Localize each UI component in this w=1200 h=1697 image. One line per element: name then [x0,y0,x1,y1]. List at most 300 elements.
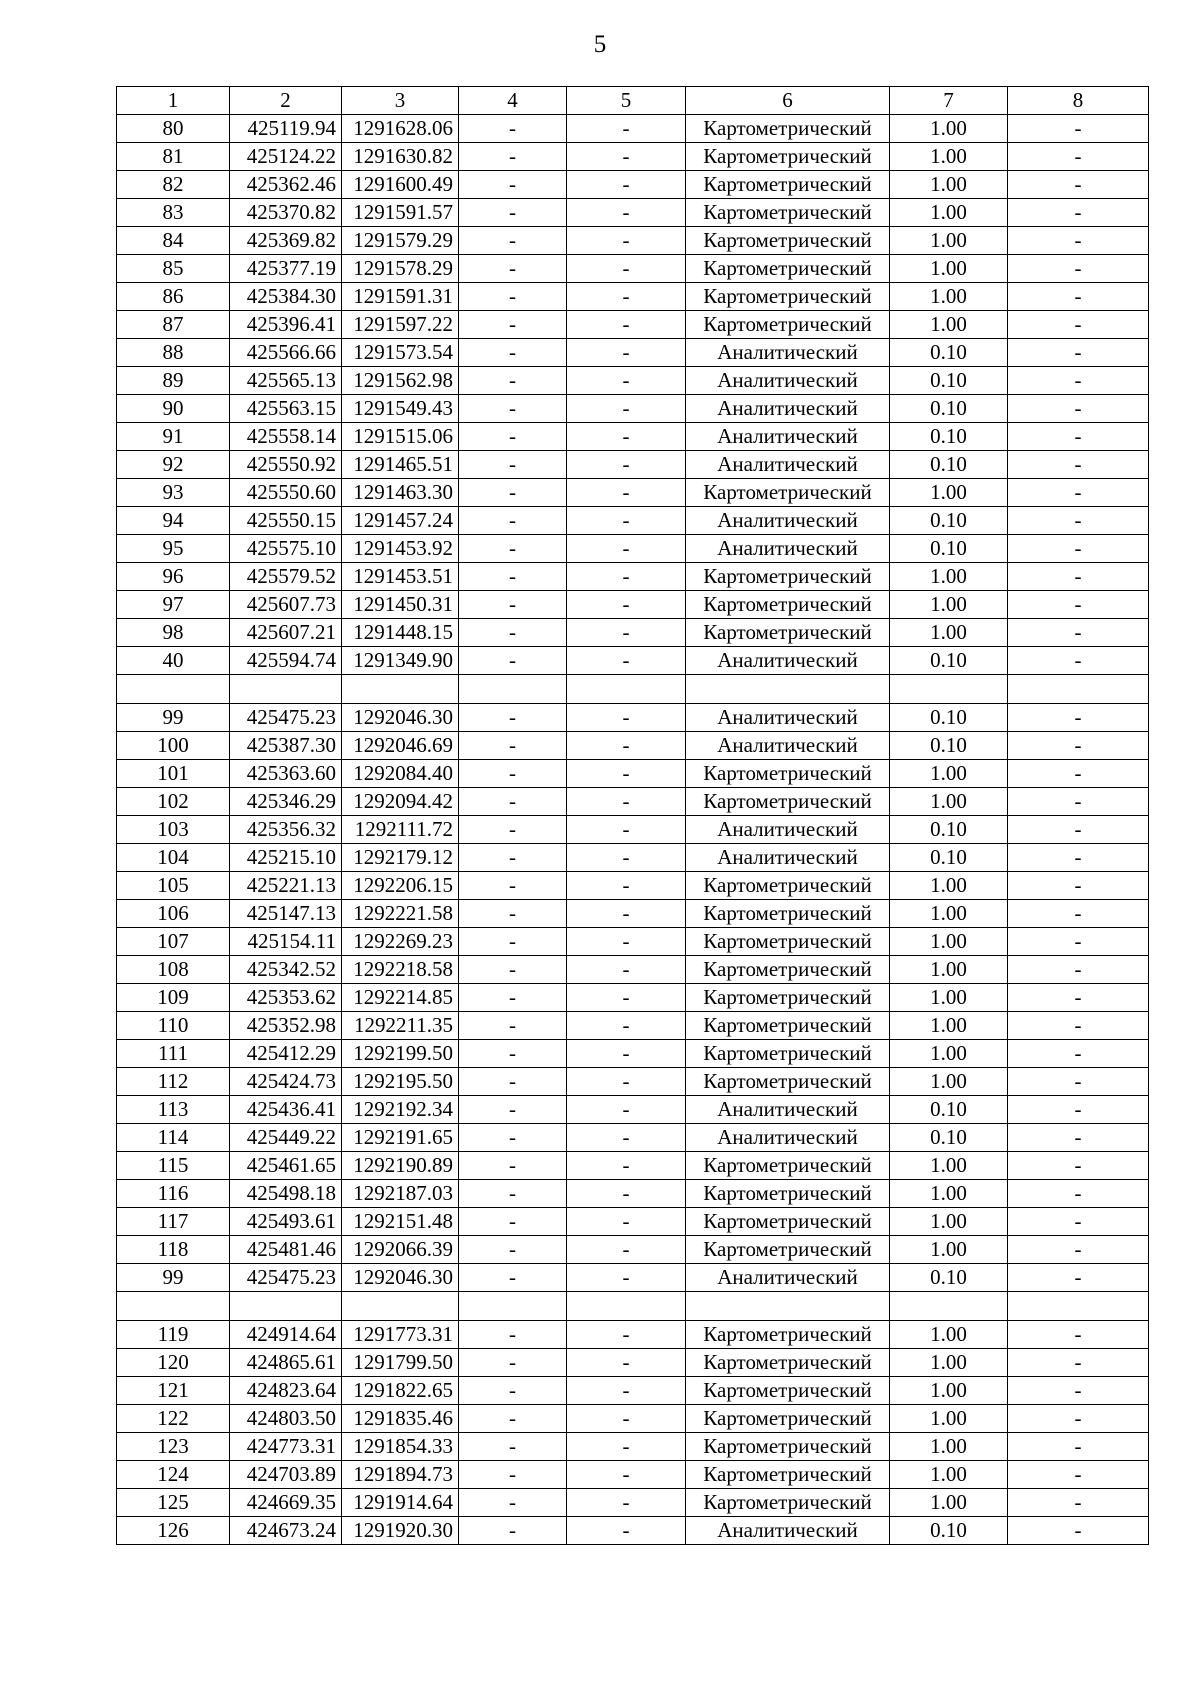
table-row [117,872,1149,900]
col5-cell: - [567,1377,686,1405]
col4-cell: - [459,788,567,816]
empty-cell [567,1292,686,1321]
y-coordinate-cell: 1291822.65 [342,1377,459,1405]
col5-cell: - [567,1152,686,1180]
col8-cell: - [1008,1517,1149,1545]
method-cell: Картометрический [686,1349,890,1377]
x-coordinate-cell: 425119.94 [230,115,342,143]
col8-cell: - [1008,900,1149,928]
col5-cell: - [567,1349,686,1377]
accuracy-cell: 1.00 [890,479,1008,507]
col4-cell: - [459,760,567,788]
point-number-cell: 101 [117,760,230,788]
y-coordinate-cell: 1292084.40 [342,760,459,788]
method-cell: Аналитический [686,816,890,844]
accuracy-cell: 1.00 [890,956,1008,984]
x-coordinate-cell: 425353.62 [230,984,342,1012]
col4-cell: - [459,732,567,760]
accuracy-cell: 1.00 [890,199,1008,227]
col4-cell: - [459,1096,567,1124]
point-number-cell: 119 [117,1321,230,1349]
col4-cell: - [459,367,567,395]
col4-cell: - [459,507,567,535]
point-number-cell: 125 [117,1489,230,1517]
method-cell: Аналитический [686,1264,890,1292]
method-cell: Аналитический [686,395,890,423]
col8-cell: - [1008,115,1149,143]
col8-cell: - [1008,1405,1149,1433]
col8-cell: - [1008,760,1149,788]
col4-cell: - [459,619,567,647]
x-coordinate-cell: 425607.73 [230,591,342,619]
point-number-cell: 124 [117,1461,230,1489]
table-row [117,507,1149,535]
method-cell: Картометрический [686,171,890,199]
x-coordinate-cell: 424703.89 [230,1461,342,1489]
method-cell: Аналитический [686,1124,890,1152]
col5-cell: - [567,395,686,423]
col4-cell: - [459,563,567,591]
x-coordinate-cell: 425363.60 [230,760,342,788]
col4-cell: - [459,283,567,311]
point-number-cell: 115 [117,1152,230,1180]
y-coordinate-cell: 1291573.54 [342,339,459,367]
y-coordinate-cell: 1291448.15 [342,619,459,647]
column-header: 7 [890,87,1008,115]
empty-cell [1008,675,1149,704]
accuracy-cell: 0.10 [890,1096,1008,1124]
x-coordinate-cell: 425550.60 [230,479,342,507]
empty-cell [459,1292,567,1321]
accuracy-cell: 1.00 [890,1461,1008,1489]
method-cell: Картометрический [686,1433,890,1461]
method-cell: Картометрический [686,1377,890,1405]
col4-cell: - [459,1040,567,1068]
col4-cell: - [459,1124,567,1152]
col4-cell: - [459,339,567,367]
empty-cell [459,675,567,704]
col4-cell: - [459,928,567,956]
y-coordinate-cell: 1291854.33 [342,1433,459,1461]
accuracy-cell: 1.00 [890,1405,1008,1433]
empty-cell [117,675,230,704]
col8-cell: - [1008,367,1149,395]
col8-cell: - [1008,451,1149,479]
col8-cell: - [1008,423,1149,451]
col5-cell: - [567,844,686,872]
point-number-cell: 112 [117,1068,230,1096]
point-number-cell: 86 [117,283,230,311]
col4-cell: - [459,1377,567,1405]
accuracy-cell: 0.10 [890,423,1008,451]
col5-cell: - [567,732,686,760]
point-number-cell: 103 [117,816,230,844]
point-number-cell: 93 [117,479,230,507]
table-row [117,1377,1149,1405]
point-number-cell: 88 [117,339,230,367]
x-coordinate-cell: 425352.98 [230,1012,342,1040]
y-coordinate-cell: 1291349.90 [342,647,459,675]
col8-cell: - [1008,928,1149,956]
col5-cell: - [567,1321,686,1349]
col8-cell: - [1008,1096,1149,1124]
col8-cell: - [1008,227,1149,255]
method-cell: Картометрический [686,1012,890,1040]
col5-cell: - [567,199,686,227]
accuracy-cell: 1.00 [890,1208,1008,1236]
column-header: 1 [117,87,230,115]
table-row [117,1264,1149,1292]
y-coordinate-cell: 1291835.46 [342,1405,459,1433]
x-coordinate-cell: 425387.30 [230,732,342,760]
col5-cell: - [567,451,686,479]
col8-cell: - [1008,395,1149,423]
method-cell: Аналитический [686,1096,890,1124]
col4-cell: - [459,956,567,984]
point-number-cell: 80 [117,115,230,143]
method-cell: Картометрический [686,984,890,1012]
col5-cell: - [567,1068,686,1096]
y-coordinate-cell: 1292151.48 [342,1208,459,1236]
accuracy-cell: 0.10 [890,816,1008,844]
x-coordinate-cell: 425362.46 [230,171,342,199]
y-coordinate-cell: 1291515.06 [342,423,459,451]
col4-cell: - [459,1349,567,1377]
x-coordinate-cell: 425607.21 [230,619,342,647]
point-number-cell: 118 [117,1236,230,1264]
y-coordinate-cell: 1291799.50 [342,1349,459,1377]
table-row [117,1124,1149,1152]
table-row [117,788,1149,816]
col8-cell: - [1008,1433,1149,1461]
y-coordinate-cell: 1292214.85 [342,984,459,1012]
col5-cell: - [567,171,686,199]
accuracy-cell: 1.00 [890,984,1008,1012]
empty-cell [890,675,1008,704]
col8-cell: - [1008,1236,1149,1264]
x-coordinate-cell: 425449.22 [230,1124,342,1152]
col5-cell: - [567,619,686,647]
method-cell: Картометрический [686,1405,890,1433]
col8-cell: - [1008,479,1149,507]
col5-cell: - [567,1489,686,1517]
table-row [117,844,1149,872]
y-coordinate-cell: 1292192.34 [342,1096,459,1124]
method-cell: Аналитический [686,844,890,872]
column-header: 3 [342,87,459,115]
col5-cell: - [567,143,686,171]
accuracy-cell: 0.10 [890,1124,1008,1152]
col8-cell: - [1008,1180,1149,1208]
table-row [117,1517,1149,1545]
x-coordinate-cell: 425498.18 [230,1180,342,1208]
method-cell: Аналитический [686,451,890,479]
col5-cell: - [567,1264,686,1292]
x-coordinate-cell: 424673.24 [230,1517,342,1545]
separator-row [117,1292,1149,1321]
accuracy-cell: 1.00 [890,788,1008,816]
col5-cell: - [567,423,686,451]
table-row [117,1152,1149,1180]
col5-cell: - [567,900,686,928]
accuracy-cell: 1.00 [890,619,1008,647]
col4-cell: - [459,1068,567,1096]
col8-cell: - [1008,732,1149,760]
accuracy-cell: 1.00 [890,1349,1008,1377]
table-body [117,87,1149,1545]
col4-cell: - [459,1321,567,1349]
y-coordinate-cell: 1291549.43 [342,395,459,423]
col8-cell: - [1008,1152,1149,1180]
y-coordinate-cell: 1291920.30 [342,1517,459,1545]
accuracy-cell: 1.00 [890,1152,1008,1180]
method-cell: Аналитический [686,367,890,395]
y-coordinate-cell: 1292206.15 [342,872,459,900]
accuracy-cell: 0.10 [890,535,1008,563]
method-cell: Аналитический [686,535,890,563]
point-number-cell: 95 [117,535,230,563]
table-row [117,619,1149,647]
method-cell: Картометрический [686,283,890,311]
point-number-cell: 108 [117,956,230,984]
table-row [117,451,1149,479]
col5-cell: - [567,1236,686,1264]
x-coordinate-cell: 425412.29 [230,1040,342,1068]
method-cell: Картометрический [686,311,890,339]
x-coordinate-cell: 424823.64 [230,1377,342,1405]
col5-cell: - [567,535,686,563]
empty-cell [686,1292,890,1321]
col5-cell: - [567,1461,686,1489]
x-coordinate-cell: 425575.10 [230,535,342,563]
col4-cell: - [459,591,567,619]
accuracy-cell: 0.10 [890,367,1008,395]
col5-cell: - [567,760,686,788]
point-number-cell: 97 [117,591,230,619]
table-row [117,1040,1149,1068]
column-header: 5 [567,87,686,115]
y-coordinate-cell: 1292191.65 [342,1124,459,1152]
col5-cell: - [567,339,686,367]
col8-cell: - [1008,872,1149,900]
accuracy-cell: 0.10 [890,507,1008,535]
col5-cell: - [567,1517,686,1545]
table-row [117,732,1149,760]
col4-cell: - [459,984,567,1012]
col5-cell: - [567,1405,686,1433]
point-number-cell: 92 [117,451,230,479]
y-coordinate-cell: 1292066.39 [342,1236,459,1264]
col4-cell: - [459,451,567,479]
method-cell: Аналитический [686,507,890,535]
point-number-cell: 90 [117,395,230,423]
col5-cell: - [567,563,686,591]
table-row [117,339,1149,367]
y-coordinate-cell: 1292221.58 [342,900,459,928]
col4-cell: - [459,227,567,255]
col5-cell: - [567,227,686,255]
y-coordinate-cell: 1291562.98 [342,367,459,395]
method-cell: Картометрический [686,1489,890,1517]
col4-cell: - [459,1180,567,1208]
point-number-cell: 123 [117,1433,230,1461]
col8-cell: - [1008,199,1149,227]
col8-cell: - [1008,507,1149,535]
y-coordinate-cell: 1291578.29 [342,255,459,283]
col5-cell: - [567,479,686,507]
coordinates-table [116,86,1149,1545]
accuracy-cell: 1.00 [890,1377,1008,1405]
col5-cell: - [567,1124,686,1152]
col5-cell: - [567,1096,686,1124]
x-coordinate-cell: 425563.15 [230,395,342,423]
table-row [117,479,1149,507]
accuracy-cell: 1.00 [890,1433,1008,1461]
col4-cell: - [459,395,567,423]
accuracy-cell: 0.10 [890,1264,1008,1292]
x-coordinate-cell: 425124.22 [230,143,342,171]
col4-cell: - [459,199,567,227]
col5-cell: - [567,704,686,732]
col5-cell: - [567,984,686,1012]
y-coordinate-cell: 1291591.31 [342,283,459,311]
col4-cell: - [459,872,567,900]
table-row [117,928,1149,956]
x-coordinate-cell: 424669.35 [230,1489,342,1517]
y-coordinate-cell: 1292046.30 [342,1264,459,1292]
accuracy-cell: 1.00 [890,311,1008,339]
method-cell: Картометрический [686,1040,890,1068]
point-number-cell: 102 [117,788,230,816]
point-number-cell: 114 [117,1124,230,1152]
point-number-cell: 84 [117,227,230,255]
col8-cell: - [1008,816,1149,844]
x-coordinate-cell: 425342.52 [230,956,342,984]
method-cell: Картометрический [686,788,890,816]
table-row [117,760,1149,788]
empty-cell [342,1292,459,1321]
method-cell: Аналитический [686,1517,890,1545]
point-number-cell: 89 [117,367,230,395]
col8-cell: - [1008,984,1149,1012]
point-number-cell: 116 [117,1180,230,1208]
y-coordinate-cell: 1291600.49 [342,171,459,199]
method-cell: Картометрический [686,760,890,788]
y-coordinate-cell: 1292111.72 [342,816,459,844]
col8-cell: - [1008,788,1149,816]
y-coordinate-cell: 1291453.51 [342,563,459,591]
table-row [117,227,1149,255]
accuracy-cell: 0.10 [890,732,1008,760]
table-row [117,1096,1149,1124]
table-row [117,535,1149,563]
point-number-cell: 94 [117,507,230,535]
y-coordinate-cell: 1292094.42 [342,788,459,816]
table-row [117,1236,1149,1264]
table-row [117,1461,1149,1489]
y-coordinate-cell: 1291465.51 [342,451,459,479]
col5-cell: - [567,788,686,816]
table-row [117,563,1149,591]
y-coordinate-cell: 1292046.30 [342,704,459,732]
point-number-cell: 109 [117,984,230,1012]
table-row [117,1433,1149,1461]
accuracy-cell: 0.10 [890,451,1008,479]
col8-cell: - [1008,591,1149,619]
table-row [117,816,1149,844]
method-cell: Картометрический [686,115,890,143]
col4-cell: - [459,115,567,143]
table-row [117,956,1149,984]
y-coordinate-cell: 1292187.03 [342,1180,459,1208]
col5-cell: - [567,872,686,900]
empty-cell [117,1292,230,1321]
col4-cell: - [459,816,567,844]
col4-cell: - [459,479,567,507]
table-row [117,1349,1149,1377]
method-cell: Картометрический [686,872,890,900]
x-coordinate-cell: 424773.31 [230,1433,342,1461]
method-cell: Аналитический [686,647,890,675]
col4-cell: - [459,1461,567,1489]
col8-cell: - [1008,1068,1149,1096]
empty-cell [567,675,686,704]
point-number-cell: 113 [117,1096,230,1124]
point-number-cell: 99 [117,1264,230,1292]
method-cell: Аналитический [686,339,890,367]
col5-cell: - [567,255,686,283]
x-coordinate-cell: 425384.30 [230,283,342,311]
y-coordinate-cell: 1292190.89 [342,1152,459,1180]
y-coordinate-cell: 1291450.31 [342,591,459,619]
accuracy-cell: 1.00 [890,872,1008,900]
table-row [117,900,1149,928]
col4-cell: - [459,1152,567,1180]
col4-cell: - [459,1264,567,1292]
col4-cell: - [459,1236,567,1264]
method-cell: Картометрический [686,1180,890,1208]
y-coordinate-cell: 1291579.29 [342,227,459,255]
empty-cell [230,675,342,704]
col4-cell: - [459,704,567,732]
col8-cell: - [1008,956,1149,984]
method-cell: Картометрический [686,199,890,227]
col8-cell: - [1008,1264,1149,1292]
table-row [117,591,1149,619]
col5-cell: - [567,1012,686,1040]
col4-cell: - [459,900,567,928]
table-row [117,1012,1149,1040]
col4-cell: - [459,255,567,283]
point-number-cell: 96 [117,563,230,591]
col5-cell: - [567,311,686,339]
point-number-cell: 110 [117,1012,230,1040]
x-coordinate-cell: 425154.11 [230,928,342,956]
y-coordinate-cell: 1292218.58 [342,956,459,984]
col4-cell: - [459,535,567,563]
col8-cell: - [1008,1124,1149,1152]
accuracy-cell: 1.00 [890,171,1008,199]
accuracy-cell: 0.10 [890,844,1008,872]
method-cell: Картометрический [686,1236,890,1264]
empty-cell [890,1292,1008,1321]
y-coordinate-cell: 1292179.12 [342,844,459,872]
y-coordinate-cell: 1291457.24 [342,507,459,535]
table-row [117,1068,1149,1096]
accuracy-cell: 1.00 [890,227,1008,255]
accuracy-cell: 1.00 [890,115,1008,143]
x-coordinate-cell: 425579.52 [230,563,342,591]
